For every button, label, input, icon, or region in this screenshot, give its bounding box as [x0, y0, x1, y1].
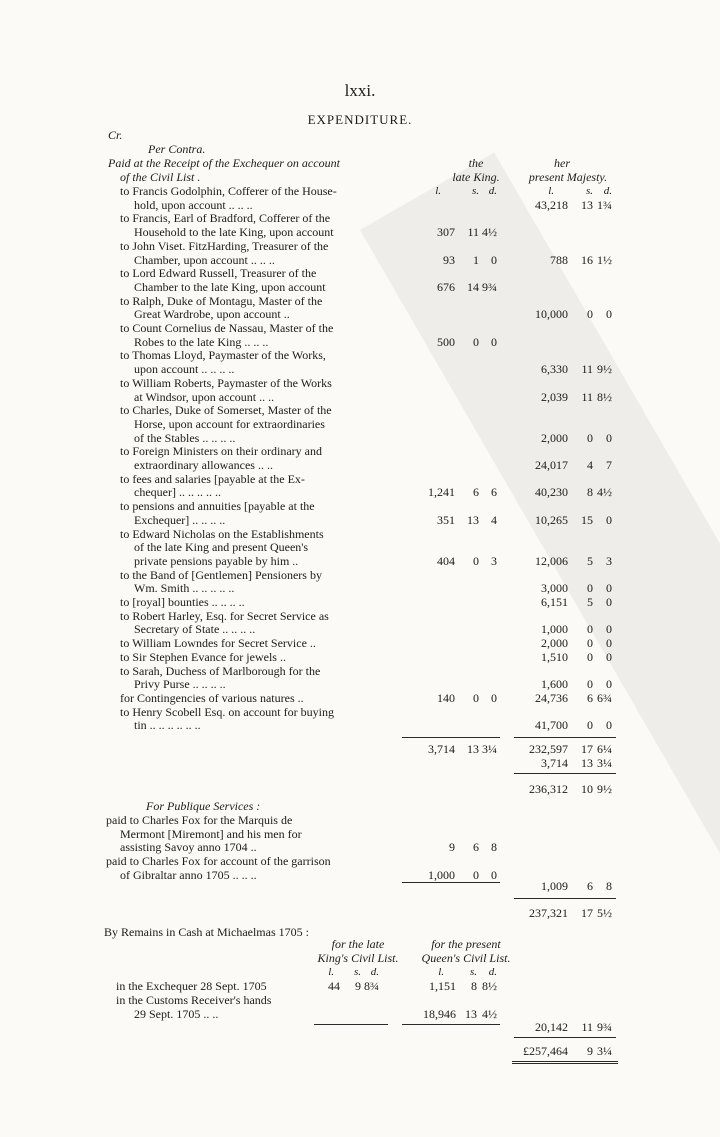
- payment-line: upon account .. .. .. ..: [134, 362, 235, 377]
- payment-present-shillings: 13: [581, 197, 593, 212]
- payment-present-pence: 0: [606, 581, 612, 596]
- payment-present-pounds: 2,000: [541, 636, 568, 651]
- payment-present-pounds: 40,230: [535, 485, 568, 500]
- publique-rule: [402, 882, 500, 883]
- per-contra-label: Per Contra.: [148, 142, 206, 156]
- payment-present-shillings: 5: [587, 553, 593, 568]
- payment-present-shillings: 11: [581, 389, 593, 404]
- publique-heading: For Publique Services :: [146, 799, 261, 813]
- payment-present-pounds: 43,218: [535, 197, 568, 212]
- payment-present-pounds: 10,000: [535, 307, 568, 322]
- payment-line: to Henry Scobell Esq. on account for buying: [120, 704, 334, 719]
- payment-present-shillings: 0: [587, 677, 593, 692]
- payment-late-shillings: 6: [473, 485, 479, 500]
- present-majesty-head: present Majesty.: [528, 170, 608, 184]
- late-carried-shillings: 13: [581, 756, 593, 770]
- payment-present-pounds: 10,265: [535, 512, 568, 527]
- payment-present-pounds: 1,510: [541, 649, 568, 664]
- payment-line: of the late King and present Queen's: [134, 540, 309, 555]
- payment-line: to Count Cornelius de Nassau, Master of the: [120, 321, 334, 335]
- payment-line: to Edward Nicholas on the Establishments: [120, 526, 324, 541]
- remains-present-pounds: 1,151: [429, 979, 456, 993]
- payment-line: for Contingencies of various natures ..: [120, 690, 304, 705]
- present-total-rule: [514, 737, 616, 738]
- remains-late-lsd: d.: [370, 966, 379, 978]
- remains-line: 29 Sept. 1705 .. ..: [134, 1007, 219, 1021]
- payment-line: hold, upon account .. .. ..: [134, 197, 253, 212]
- remains-present-head: for the present: [431, 937, 501, 951]
- remains-present-pence: 4½: [482, 1007, 497, 1021]
- remains-late-pence: 8¾: [364, 979, 379, 993]
- payment-present-shillings: 8: [587, 485, 593, 500]
- publique-late-pounds: 9: [449, 840, 455, 855]
- payment-present-pence: 6¾: [597, 690, 612, 705]
- payment-late-pence: 3: [491, 553, 497, 568]
- grand-total-pounds: £257,464: [523, 1044, 568, 1058]
- civil-sum-shillings: 10: [581, 782, 593, 796]
- running-total-pounds: 237,321: [529, 906, 568, 920]
- payment-line: to fees and salaries [payable at the Ex-: [120, 471, 305, 486]
- publique-line: paid to Charles Fox for account of the garrison: [106, 854, 331, 869]
- running-total-shillings: 17: [581, 906, 593, 920]
- payment-line: at Windsor, upon account .. ..: [134, 389, 275, 404]
- present-total-shillings: 17: [581, 742, 593, 756]
- payment-present-pounds: 24,017: [535, 458, 568, 472]
- payment-late-pence: 6: [491, 485, 497, 500]
- grand-total-pence: 3¼: [597, 1044, 612, 1058]
- running-total-rule: [514, 898, 616, 899]
- payment-late-pence: 0: [491, 252, 497, 267]
- payment-late-pounds: 500: [437, 334, 455, 349]
- payment-line: extraordinary allowances .. ..: [134, 458, 273, 472]
- payment-line: to Foreign Ministers on their ordinary and: [120, 444, 322, 459]
- payment-present-pence: 9½: [597, 362, 612, 377]
- payment-present-pence: 1½: [597, 252, 612, 267]
- payment-line: Great Wardrobe, upon account ..: [134, 307, 290, 322]
- payment-present-pence: 0: [606, 622, 612, 637]
- present-lsd-head: d.: [603, 185, 612, 197]
- late-carried-pence: 3¼: [597, 756, 612, 770]
- payment-present-pounds: 1,000: [541, 622, 568, 637]
- payment-line: to [royal] bounties .. .. .. ..: [120, 595, 245, 609]
- civil-sum-rule: [514, 773, 616, 774]
- payment-present-pence: 0: [606, 636, 612, 651]
- payment-present-pounds: 24,736: [535, 690, 568, 705]
- payment-present-shillings: 15: [581, 512, 593, 527]
- payment-line: to Sir Stephen Evance for jewels ..: [120, 649, 286, 664]
- remains-late-lsd: l.: [328, 966, 334, 978]
- payment-present-pence: 0: [606, 430, 612, 445]
- payment-late-shillings: 11: [467, 225, 479, 240]
- payment-line: Privy Purse .. .. .. ..: [134, 677, 226, 692]
- publique-late-shillings: 0: [473, 867, 479, 882]
- payment-line: to John Viset. FitzHarding, Treasurer of the: [120, 238, 329, 253]
- payment-present-pounds: 41,700: [535, 718, 568, 733]
- present-majesty-head: her: [554, 156, 570, 170]
- payment-present-shillings: 4: [587, 458, 593, 472]
- payment-present-shillings: 5: [587, 595, 593, 609]
- publique-late-pence: 0: [491, 867, 497, 882]
- remains-late-lsd: s.: [353, 966, 361, 978]
- late-lsd-head: s.: [471, 185, 479, 197]
- payment-line: Robes to the late King .. .. ..: [134, 334, 269, 349]
- payment-present-pence: 0: [606, 595, 612, 609]
- payment-line: private pensions payable by him ..: [134, 553, 299, 568]
- remains-sum-shillings: 11: [581, 1020, 593, 1034]
- late-total-pence: 3¼: [482, 742, 497, 756]
- civil-sum-pounds: 236,312: [529, 782, 568, 796]
- remains-present-lsd: s.: [469, 966, 477, 978]
- payment-present-pence: 0: [606, 718, 612, 733]
- payment-line: to Sarah, Duchess of Marlborough for the: [120, 663, 321, 678]
- payment-present-shillings: 0: [587, 581, 593, 596]
- payment-line: tin .. .. .. .. .. ..: [134, 718, 201, 733]
- late-carried-pounds: 3,714: [541, 756, 568, 770]
- remains-present-lsd: d.: [488, 966, 497, 978]
- remains-present-head: Queen's Civil List.: [421, 951, 511, 965]
- payment-present-pounds: 6,151: [541, 595, 568, 609]
- present-total-pence: 6¼: [597, 742, 612, 756]
- remains-line: in the Customs Receiver's hands: [116, 993, 272, 1007]
- late-lsd-head: l.: [435, 185, 441, 197]
- publique-line: Mermont [Miremont] and his men for: [120, 826, 302, 841]
- payment-present-shillings: 0: [587, 307, 593, 322]
- running-total-pence: 5½: [597, 906, 612, 920]
- payment-line: to pensions and annuities [payable at the: [120, 499, 315, 514]
- publique-late-pence: 8: [491, 840, 497, 855]
- publique-line: paid to Charles Fox for the Marquis de: [106, 813, 293, 827]
- payment-present-pence: 4½: [597, 485, 612, 500]
- payment-late-shillings: 13: [467, 512, 479, 527]
- remains-line: in the Exchequer 28 Sept. 1705: [116, 979, 267, 993]
- payment-line: Wm. Smith .. .. .. .. ..: [134, 581, 235, 596]
- present-lsd-head: l.: [548, 185, 554, 197]
- payment-present-shillings: 11: [581, 362, 593, 377]
- remains-late-pounds: 44: [328, 979, 340, 993]
- grand-total-shillings: 9: [587, 1044, 593, 1058]
- publique-late-pounds: 1,000: [428, 867, 455, 882]
- payment-late-pence: 0: [491, 334, 497, 349]
- late-total-pounds: 3,714: [428, 742, 455, 756]
- page-heading: EXPENDITURE.: [307, 112, 413, 127]
- payment-late-pence: 9¾: [482, 279, 497, 294]
- payment-line: Household to the late King, upon account: [134, 225, 334, 240]
- remains-heading: By Remains in Cash at Michaelmas 1705 :: [104, 925, 309, 939]
- civil-list-heading: of the Civil List .: [120, 170, 201, 184]
- publique-line: of Gibraltar anno 1705 .. .. ..: [120, 867, 257, 882]
- payment-line: Horse, upon account for extraordinaries: [134, 416, 325, 431]
- payment-present-pounds: 12,006: [535, 553, 568, 568]
- payment-present-pence: 0: [606, 677, 612, 692]
- payment-late-pounds: 676: [437, 279, 455, 294]
- payment-present-pounds: 6,330: [541, 362, 568, 377]
- remains-present-rule: [402, 1024, 500, 1025]
- payment-line: to the Band of [Gentlemen] Pensioners by: [120, 567, 322, 582]
- payment-present-pence: 0: [606, 649, 612, 664]
- payment-present-shillings: 0: [587, 622, 593, 637]
- late-king-head: the: [468, 156, 484, 170]
- payment-late-pounds: 307: [437, 225, 455, 240]
- payment-present-pounds: 3,000: [541, 581, 568, 596]
- payment-present-pounds: 2,000: [541, 430, 568, 445]
- payment-present-shillings: 0: [587, 649, 593, 664]
- page-number: lxxi.: [344, 81, 376, 100]
- grand-total-double-rule: [512, 1061, 618, 1064]
- payment-late-pence: 0: [491, 690, 497, 705]
- late-lsd-head: d.: [488, 185, 497, 197]
- payment-late-pounds: 1,241: [428, 485, 455, 500]
- late-total-shillings: 13: [467, 742, 479, 756]
- remains-present-shillings: 13: [465, 1007, 477, 1021]
- payment-line: to Francis Godolphin, Cofferer of the House-: [120, 184, 337, 198]
- payment-line: Secretary of State .. .. .. ..: [134, 622, 256, 637]
- payment-present-pence: 3: [606, 553, 612, 568]
- payment-present-pence: 1¾: [597, 197, 612, 212]
- payment-present-pounds: 1,600: [541, 677, 568, 692]
- payment-late-shillings: 0: [473, 334, 479, 349]
- payment-late-pounds: 93: [443, 252, 455, 267]
- payment-line: of the Stables .. .. .. ..: [134, 430, 236, 445]
- grand-total-rule: [514, 1037, 616, 1038]
- payment-present-shillings: 6: [587, 690, 593, 705]
- publique-late-shillings: 6: [473, 840, 479, 855]
- payment-line: chequer] .. .. .. .. ..: [134, 485, 221, 500]
- payment-late-shillings: 1: [473, 252, 479, 267]
- payment-line: to Lord Edward Russell, Treasurer of the: [120, 266, 317, 281]
- payment-line: to Thomas Lloyd, Paymaster of the Works,: [120, 348, 326, 363]
- payment-late-pence: 4: [491, 512, 497, 527]
- payment-present-shillings: 0: [587, 718, 593, 733]
- late-king-head: late King.: [452, 170, 500, 184]
- payment-late-shillings: 0: [473, 690, 479, 705]
- present-total-pounds: 232,597: [529, 742, 568, 756]
- payment-line: to Ralph, Duke of Montagu, Master of the: [120, 293, 323, 308]
- payment-line: to Charles, Duke of Somerset, Master of the: [120, 403, 332, 418]
- payment-line: Chamber, upon account .. .. ..: [134, 252, 275, 267]
- payment-late-shillings: 0: [473, 553, 479, 568]
- payment-present-pence: 0: [606, 512, 612, 527]
- payment-late-pounds: 351: [437, 512, 455, 527]
- remains-present-pence: 8½: [482, 979, 497, 993]
- remains-late-head: King's Civil List.: [317, 951, 399, 965]
- civil-list-heading: Paid at the Receipt of the Exchequer on account: [108, 156, 340, 170]
- publique-sum-pounds: 1,009: [541, 879, 568, 893]
- payment-present-pence: 8½: [597, 389, 612, 404]
- publique-line: assisting Savoy anno 1704 ..: [120, 840, 257, 855]
- payment-late-pence: 4½: [482, 225, 497, 240]
- remains-sum-pounds: 20,142: [535, 1020, 568, 1034]
- payment-line: to William Roberts, Paymaster of the Works: [120, 375, 332, 390]
- late-total-rule: [402, 737, 500, 738]
- payment-line: to Francis, Earl of Bradford, Cofferer of the: [120, 211, 331, 226]
- payment-present-shillings: 0: [587, 636, 593, 651]
- remains-present-shillings: 8: [471, 979, 477, 993]
- payment-line: to Robert Harley, Esq. for Secret Service as: [120, 608, 329, 623]
- payment-late-pounds: 140: [437, 690, 455, 705]
- remains-late-rule: [314, 1024, 388, 1025]
- civil-sum-pence: 9½: [597, 782, 612, 796]
- payment-line: Chamber to the late King, upon account: [134, 279, 326, 294]
- payment-present-shillings: 16: [581, 252, 593, 267]
- publique-sum-pence: 8: [606, 879, 612, 893]
- payment-present-pounds: 2,039: [541, 389, 568, 404]
- payment-line: to William Lowndes for Secret Service ..: [120, 636, 316, 651]
- remains-present-lsd: l.: [438, 966, 444, 978]
- remains-sum-pence: 9¾: [597, 1020, 612, 1034]
- payment-late-shillings: 14: [467, 279, 479, 294]
- payment-line: Exchequer] .. .. .. ..: [134, 512, 226, 527]
- publique-sum-shillings: 6: [587, 879, 593, 893]
- payment-present-pounds: 788: [550, 252, 568, 267]
- remains-present-pounds: 18,946: [423, 1007, 456, 1021]
- payment-present-pence: 0: [606, 307, 612, 322]
- payment-present-pence: 7: [606, 458, 612, 472]
- present-lsd-head: s.: [585, 185, 593, 197]
- payment-present-shillings: 0: [587, 430, 593, 445]
- payment-late-pounds: 404: [437, 553, 455, 568]
- remains-late-shillings: 9: [355, 979, 361, 993]
- remains-late-head: for the late: [331, 937, 385, 951]
- cr-label: Cr.: [108, 128, 123, 142]
